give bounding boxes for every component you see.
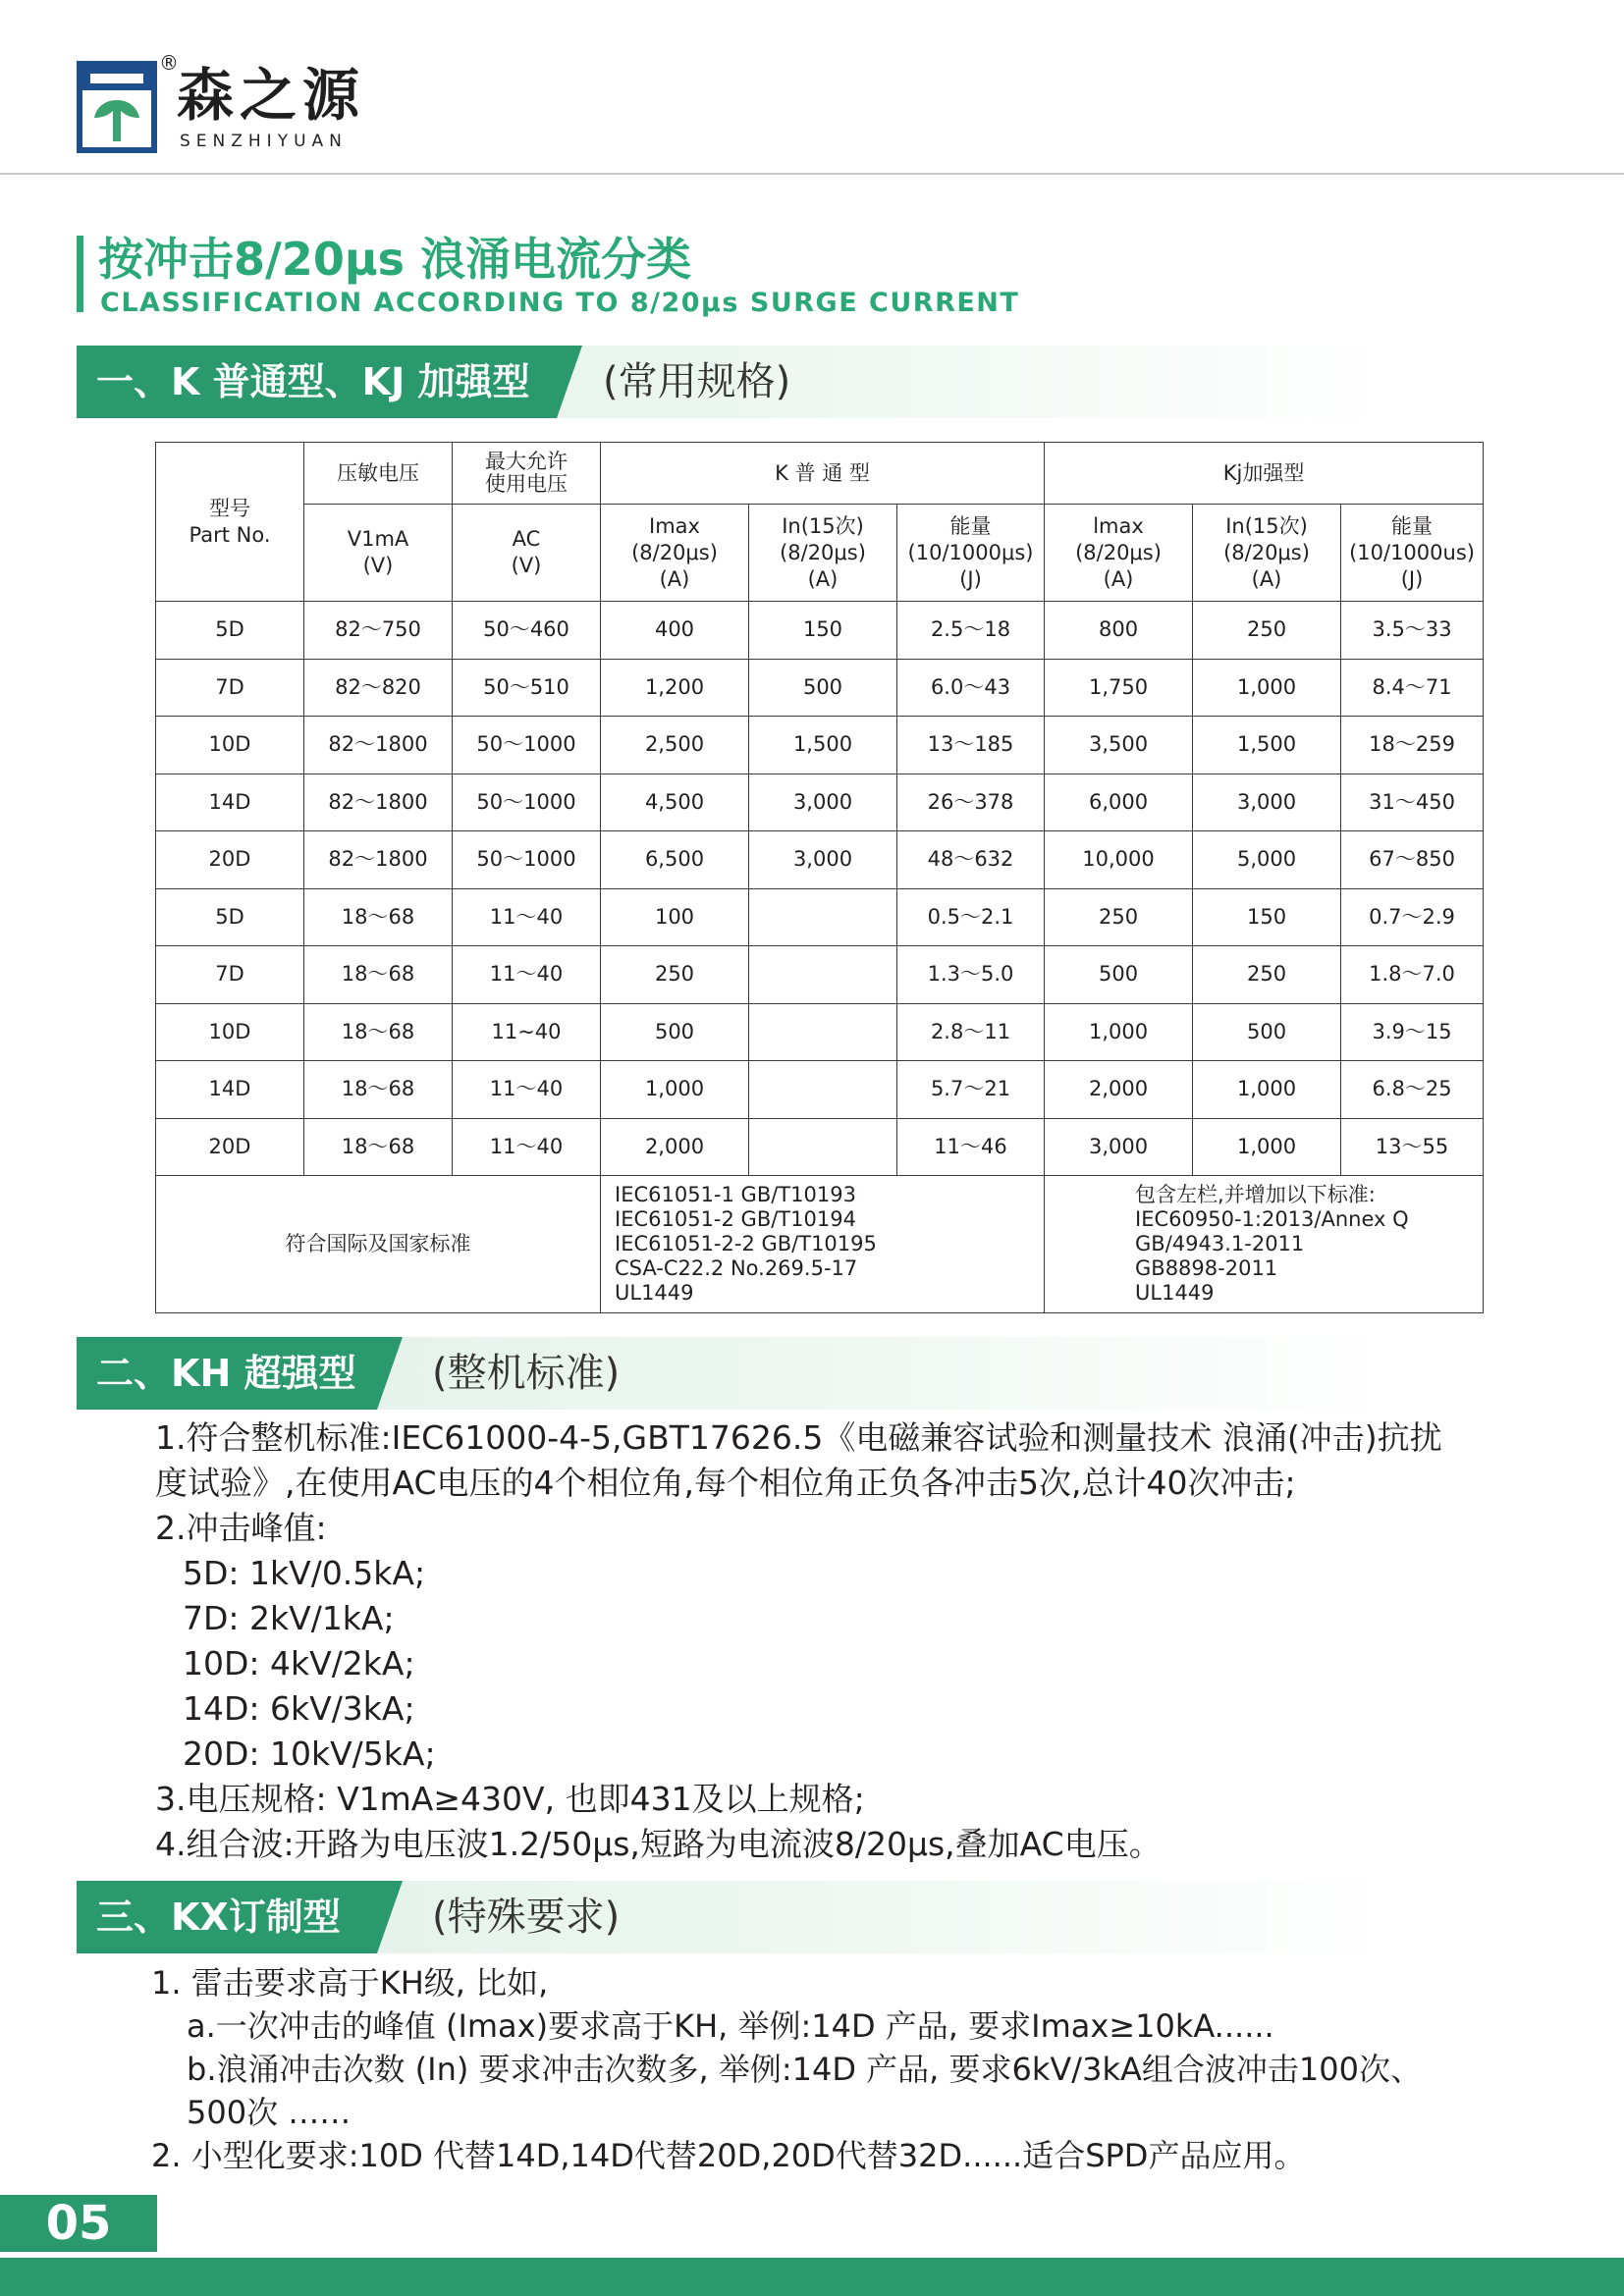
page-number: 05: [45, 2196, 112, 2251]
kh-line-2: 度试验》,在使用AC电压的4个相位角,每个相位角正负各冲击5次,总计40次冲击;: [155, 1464, 1296, 1502]
table-cell: 250: [1193, 946, 1341, 1004]
table-cell: [749, 946, 897, 1004]
table-cell: [749, 1003, 897, 1061]
table-row: [156, 659, 1484, 717]
table-cell: 82～820: [304, 659, 453, 717]
section-kh-title: 二、KH 超强型: [96, 1352, 356, 1395]
table-cell: 1,500: [1193, 717, 1341, 774]
header-k-type: K 普 通 型: [601, 443, 1045, 505]
table-cell: 3,000: [749, 774, 897, 831]
table-cell: 2.8～11: [897, 1003, 1045, 1061]
section-kx-header: [77, 1881, 1392, 1953]
table-cell: 400: [601, 602, 749, 660]
table-cell: 500: [1193, 1003, 1341, 1061]
table-cell: 31～450: [1341, 774, 1484, 831]
table-cell: 5D: [156, 888, 304, 946]
table-cell: 20D: [156, 831, 304, 889]
table-cell: 82～1800: [304, 831, 453, 889]
table-cell: 6.0～43: [897, 659, 1045, 717]
kh-line-9: 3.电压规格: V1mA≥430V, 也即431及以上规格;: [155, 1780, 865, 1818]
table-row: [156, 831, 1484, 889]
table-cell: 6,000: [1045, 774, 1193, 831]
kh-line-3: 2.冲击峰值:: [155, 1509, 327, 1547]
page-title-cn: 按冲击8/20μs 浪涌电流分类: [98, 233, 692, 286]
standards-row: [156, 1176, 1484, 1313]
table-cell: 2,500: [601, 717, 749, 774]
table-cell: 18～68: [304, 946, 453, 1004]
table-cell: 20D: [156, 1118, 304, 1176]
table-cell: 82～1800: [304, 717, 453, 774]
table-cell: 0.5～2.1: [897, 888, 1045, 946]
table-cell: 7D: [156, 946, 304, 1004]
table-cell: 13～185: [897, 717, 1045, 774]
table-cell: [749, 1118, 897, 1176]
table-cell: 6,500: [601, 831, 749, 889]
table-row: [156, 1061, 1484, 1119]
header-kj-energy: 能量 (10/1000us) (J): [1341, 505, 1484, 602]
table-cell: 11～46: [897, 1118, 1045, 1176]
table-cell: 82～1800: [304, 774, 453, 831]
kh-line-5: 7D: 2kV/1kA;: [183, 1599, 395, 1637]
table-cell: 5D: [156, 602, 304, 660]
table-cell: 250: [1193, 602, 1341, 660]
table-cell: 3.5～33: [1341, 602, 1484, 660]
table-cell: 48～632: [897, 831, 1045, 889]
table-cell: 67～850: [1341, 831, 1484, 889]
header-part-no: 型号 Part No.: [156, 443, 304, 602]
table-cell: 11～40: [453, 1118, 601, 1176]
kx-line-2: a.一次冲击的峰值 (Imax)要求高于KH, 举例:14D 产品, 要求Imax≥10kA......: [187, 2007, 1274, 2045]
header-v1ma: V1mA (V): [304, 505, 453, 602]
kh-line-8: 20D: 10kV/5kA;: [183, 1735, 436, 1773]
table-cell: 3,500: [1045, 717, 1193, 774]
table-row: [156, 774, 1484, 831]
brand-name-cn: 森之源: [177, 62, 366, 129]
table-cell: 26～378: [897, 774, 1045, 831]
table-cell: 2,000: [1045, 1061, 1193, 1119]
table-cell: [749, 888, 897, 946]
section-kh-subtitle: (整机标准): [432, 1351, 621, 1396]
table-cell: 500: [1045, 946, 1193, 1004]
table-cell: 1,000: [1193, 1118, 1341, 1176]
kh-line-7: 14D: 6kV/3kA;: [183, 1689, 415, 1728]
kh-line-6: 10D: 4kV/2kA;: [183, 1644, 415, 1682]
brand-logo-icon: [77, 61, 157, 153]
section-k-kj-subtitle: (常用规格): [603, 359, 791, 404]
header-kj-imax: lmax (8/20μs) (A): [1045, 505, 1193, 602]
table-row: [156, 1118, 1484, 1176]
table-cell: 800: [1045, 602, 1193, 660]
table-cell: 2.5～18: [897, 602, 1045, 660]
table-cell: 500: [749, 659, 897, 717]
table-cell: 10,000: [1045, 831, 1193, 889]
table-cell: 250: [1045, 888, 1193, 946]
header-divider: [0, 173, 1624, 175]
table-row: [156, 888, 1484, 946]
footer-bar: [0, 2258, 1624, 2296]
table-cell: 1,500: [749, 717, 897, 774]
header-varistor-voltage: 压敏电压: [304, 443, 453, 505]
header-k-imax: Imax (8/20μs) (A): [601, 505, 749, 602]
header-max-voltage: 最大允许 使用电压: [453, 443, 601, 505]
table-cell: 5,000: [1193, 831, 1341, 889]
brand-name-en: SENZHIYUAN: [180, 132, 348, 151]
table-cell: 18～68: [304, 888, 453, 946]
section-k-kj-title: 一、K 普通型、KJ 加强型: [96, 360, 530, 403]
table-cell: 150: [1193, 888, 1341, 946]
section-k-kj-header: [77, 346, 1392, 418]
table-cell: 250: [601, 946, 749, 1004]
section-kx-title: 三、KX订制型: [96, 1896, 341, 1939]
table-cell: 6.8～25: [1341, 1061, 1484, 1119]
table-cell: 7D: [156, 659, 304, 717]
table-cell: 3,000: [749, 831, 897, 889]
kh-line-1: 1.符合整机标准:IEC61000-4-5,GBT17626.5《电磁兼容试验和测量技术 浪涌(冲击)抗扰: [155, 1418, 1442, 1457]
table-cell: 1,000: [1193, 659, 1341, 717]
standards-kj: 包含左栏,并增加以下标准: IEC60950-1:2013/Annex Q GB/4943.1-2011 GB8898-2011 UL1449: [1045, 1176, 1484, 1313]
table-cell: 10D: [156, 1003, 304, 1061]
table-cell: 1,750: [1045, 659, 1193, 717]
spec-table: [155, 442, 1484, 1313]
table-cell: 5.7～21: [897, 1061, 1045, 1119]
kx-line-3: b.浪涌冲击次数 (In) 要求冲击次数多, 举例:14D 产品, 要求6kV/3kA组合波冲击100次、: [187, 2051, 1422, 2088]
table-cell: 18～68: [304, 1003, 453, 1061]
table-cell: 500: [601, 1003, 749, 1061]
table-cell: 50～460: [453, 602, 601, 660]
table-row: [156, 946, 1484, 1004]
header-k-energy: 能量 (10/1000μs) (J): [897, 505, 1045, 602]
table-cell: 1.3～5.0: [897, 946, 1045, 1004]
table-cell: 11～40: [453, 946, 601, 1004]
kx-line-5: 2. 小型化要求:10D 代替14D,14D代替20D,20D代替32D......适合SPD产品应用。: [151, 2137, 1306, 2174]
table-cell: 1,000: [601, 1061, 749, 1119]
section-kh-header: [77, 1337, 1392, 1410]
section-kx-subtitle: (特殊要求): [432, 1895, 621, 1940]
table-cell: 50～1000: [453, 831, 601, 889]
table-cell: 18～259: [1341, 717, 1484, 774]
table-cell: 14D: [156, 1061, 304, 1119]
table-cell: 3,000: [1045, 1118, 1193, 1176]
table-cell: 1.8～7.0: [1341, 946, 1484, 1004]
table-cell: 3.9～15: [1341, 1003, 1484, 1061]
table-cell: 0.7～2.9: [1341, 888, 1484, 946]
table-cell: 1,000: [1045, 1003, 1193, 1061]
table-cell: 82～750: [304, 602, 453, 660]
table-cell: 50～1000: [453, 717, 601, 774]
header-kj-in: In(15次) (8/20μs) (A): [1193, 505, 1341, 602]
table-cell: 50～510: [453, 659, 601, 717]
table-cell: 3,000: [1193, 774, 1341, 831]
table-row: [156, 1003, 1484, 1061]
table-cell: 100: [601, 888, 749, 946]
table-cell: 11~40: [453, 1003, 601, 1061]
title-accent-bar: [77, 236, 83, 312]
table-row: [156, 717, 1484, 774]
table-row: [156, 602, 1484, 660]
kh-line-10: 4.组合波:开路为电压波1.2/50μs,短路为电流波8/20μs,叠加AC电压。: [155, 1825, 1162, 1863]
table-cell: 11～40: [453, 888, 601, 946]
registered-mark: ®: [159, 51, 179, 75]
header-kj-type: Kj加强型: [1045, 443, 1484, 505]
table-cell: 8.4～71: [1341, 659, 1484, 717]
table-cell: 150: [749, 602, 897, 660]
table-cell: 2,000: [601, 1118, 749, 1176]
table-cell: [749, 1061, 897, 1119]
header-k-in: In(15次) (8/20μs) (A): [749, 505, 897, 602]
kh-line-4: 5D: 1kV/0.5kA;: [183, 1554, 426, 1592]
table-cell: 18～68: [304, 1061, 453, 1119]
table-cell: 14D: [156, 774, 304, 831]
table-cell: 1,200: [601, 659, 749, 717]
table-cell: 10D: [156, 717, 304, 774]
kx-line-4: 500次 ……: [187, 2094, 352, 2131]
table-cell: 11～40: [453, 1061, 601, 1119]
table-cell: 18～68: [304, 1118, 453, 1176]
standards-label: 符合国际及国家标准: [156, 1176, 601, 1313]
table-cell: 13～55: [1341, 1118, 1484, 1176]
standards-k: IEC61051-1 GB/T10193 IEC61051-2 GB/T10194 IEC61051-2-2 GB/T10195 CSA-C22.2 No.269.5-17 UL1449: [601, 1176, 1045, 1313]
header-ac: AC (V): [453, 505, 601, 602]
table-cell: 50～1000: [453, 774, 601, 831]
page-title-en: CLASSIFICATION ACCORDING TO 8/20μs SURGE CURRENT: [100, 288, 1020, 318]
table-cell: 4,500: [601, 774, 749, 831]
kx-line-1: 1. 雷击要求高于KH级, 比如,: [151, 1964, 549, 2002]
table-cell: 1,000: [1193, 1061, 1341, 1119]
